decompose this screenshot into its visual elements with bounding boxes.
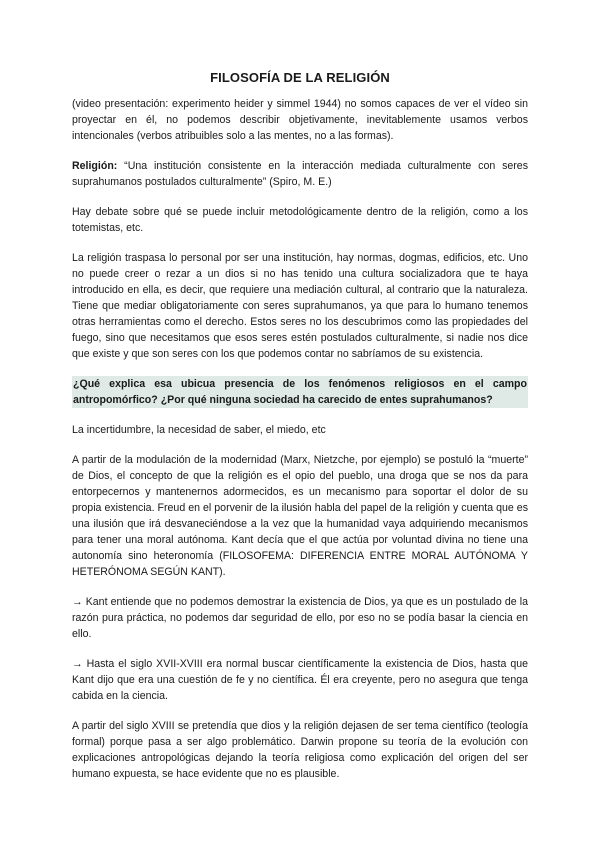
definition-text: “Una institución consistente en la interacción mediada culturalmente con seres suprahumanos postulados culturalmente” (Spiro, M. E.) bbox=[72, 160, 528, 188]
highlighted-question: ¿Qué explica esa ubicua presencia de los fenómenos religiosos en el campo antropomórfico? ¿Por qué ninguna sociedad ha carecido de entes suprahumanos? bbox=[73, 378, 527, 406]
answer-paragraph: La incertidumbre, la necesidad de saber, el miedo, etc bbox=[72, 424, 326, 436]
page-title: FILOSOFÍA DE LA RELIGIÓN bbox=[210, 70, 390, 85]
debate-paragraph: Hay debate sobre qué se puede incluir metodológicamente dentro de la religión, como a los totemistas, etc. bbox=[72, 206, 528, 234]
intro-paragraph: (video presentación: experimento heider y simmel 1944) no somos capaces de ver el vídeo sin proyectar en él, no podemos describir objetivamente, inevitablemente usamos verbos intencionales (verbos atribuibles solo a las mentes, no a las formas). bbox=[72, 98, 528, 142]
modernity-paragraph: A partir de la modulación de la modernidad (Marx, Nietzche, por ejemplo) se postuló la “muerte” de Dios, el concepto de que la religión es el opio del pueblo, una droga que se nos da para entorpecernos y mantenernos adormecidos, es un mecanismo para soportar el dolor de su propia existencia. Freud en el porvenir de la ilusión habla del papel de la religión y cuenta que es una ilusión que irá desvaneciéndose a la vez que la humanidad vaya adquiriendo mecanismos para tener una moral autónoma. Kant decía que el que actúa por voluntad divina no tiene una autonomía sino heteronomía (FILOSOFEMA: DIFERENCIA ENTRE MORAL AUTÓNOMA Y HETERÓNOMA SEGÚN KANT). bbox=[72, 454, 528, 578]
definition-paragraph bbox=[72, 158, 528, 190]
darwin-paragraph: A partir del siglo XVIII se pretendía que dios y la religión dejasen de ser tema científico (teología formal) porque pasa a ser algo problemático. Darwin propone su teoría de la evolución con explicaciones antropológicas dejando la teoría religiosa como explicación del origen del ser humano expuesta, se hace evidente que no es plausible. bbox=[72, 720, 528, 780]
kant-paragraph: → Kant entiende que no podemos demostrar la existencia de Dios, ya que es un postulado de la razón pura práctica, no podemos dar seguridad de ello, por eso no se podía basar la ciencia en ello. bbox=[72, 596, 528, 640]
institution-paragraph: La religión traspasa lo personal por ser una institución, hay normas, dogmas, edificios, etc. Uno no puede creer o rezar a un dios si no has tenido una cultura socializadora que te haya introducido en ella, es decir, que requiere una mediación cultural, al contrario que la naturaleza. Tiene que mediar obligatoriamente con seres suprahumanos, ya que para lo humano tenemos otras herramientas como el derecho. Estos seres no los descubrimos como las propiedades del fuego, sino que necesitamos que esos seres estén postulados culturalmente, si nadie nos dice que existe y que son seres con los que podemos contar no sabríamos de su existencia. bbox=[72, 252, 528, 360]
definition-term: Religión: bbox=[72, 160, 118, 172]
centuries-paragraph: → Hasta el siglo XVII-XVIII era normal buscar científicamente la existencia de Dios, hasta que Kant dijo que era una cuestión de fe y no científica. Él era creyente, pero no asegura que tenga cabida en la ciencia. bbox=[72, 658, 528, 702]
